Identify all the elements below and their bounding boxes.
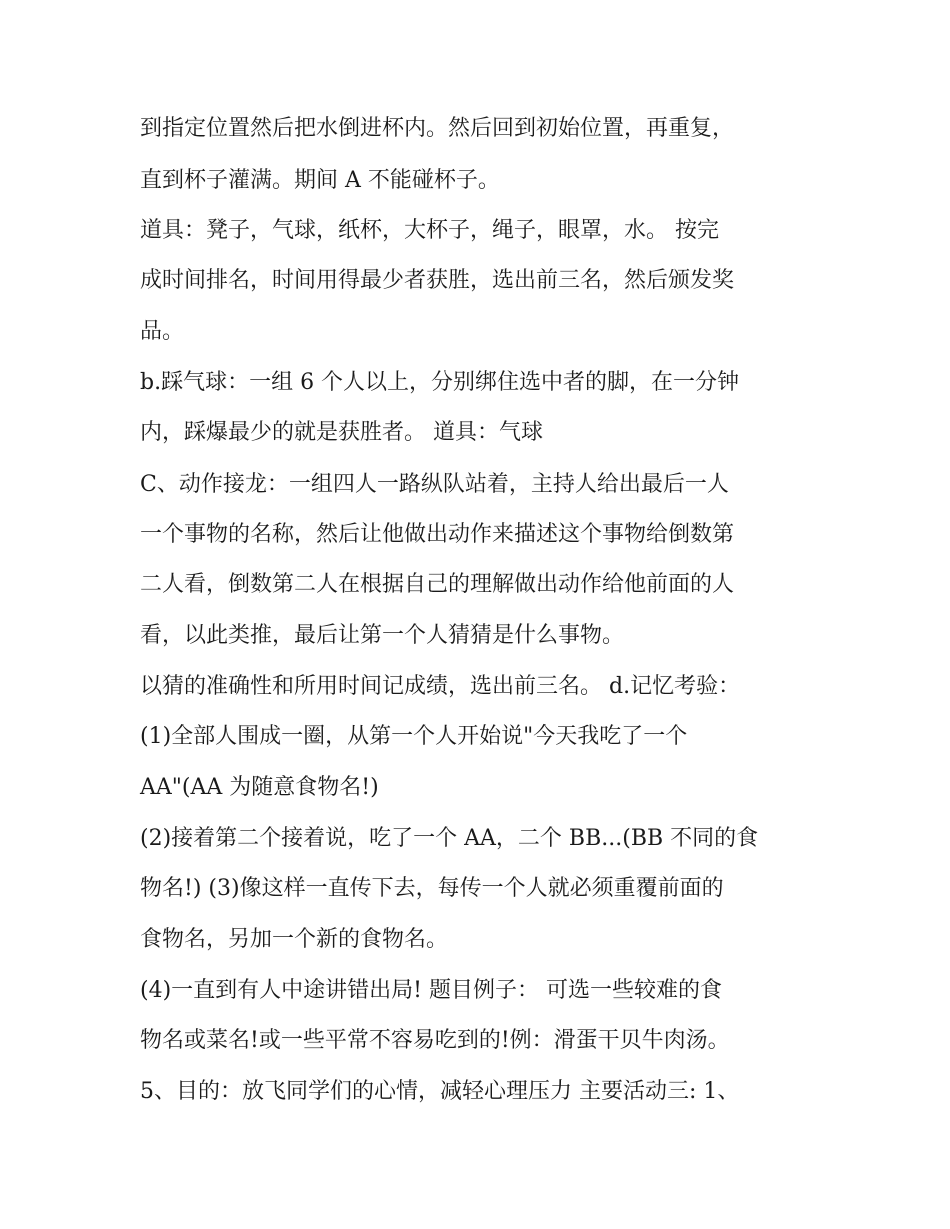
text-line: AA"(AA 为随意食物名!) xyxy=(140,775,379,800)
text-line: 一个事物的名称，然后让他做出动作来描述这个事物给倒数第 xyxy=(140,522,735,547)
text-line: 物名!) (3)像这样一直传下去，每传一个人就必须重覆前面的 xyxy=(140,876,724,901)
text-line: (2)接着第二个接着说，吃了一个 AA，二个 BB...(BB 不同的食 xyxy=(140,826,759,851)
text-line: 内，踩爆最少的就是获胜者。 道具：气球 xyxy=(140,420,543,445)
text-line: C、动作接龙：一组四人一路纵队站着，主持人给出最后一人 xyxy=(140,472,729,497)
text-line: 到指定位置然后把水倒进杯内。然后回到初始位置，再重复， xyxy=(140,116,735,141)
text-line: 食物名，另加一个新的食物名。 xyxy=(140,927,449,952)
text-line: 物名或菜名!或一些平常不容易吃到的!例：滑蛋干贝牛肉汤。 xyxy=(140,1028,730,1053)
text-line: 品。 xyxy=(140,319,185,344)
text-line: b.踩气球：一组 6 个人以上，分别绑住选中者的脚，在一分钟 xyxy=(140,370,740,395)
text-line: 5、目的：放飞同学们的心情，减轻心理压力 主要活动三: 1、 xyxy=(140,1079,740,1104)
text-line: 以猜的准确性和所用时间记成绩，选出前三名。 d.记忆考验： xyxy=(140,674,741,699)
text-line: 直到杯子灌满。期间 A 不能碰杯子。 xyxy=(140,168,500,193)
text-line: 二人看，倒数第二人在根据自己的理解做出动作给他前面的人 xyxy=(140,572,735,597)
text-line: 道具：凳子，气球，纸杯，大杯子，绳子，眼罩，水。 按完 xyxy=(140,218,719,243)
text-line: 成时间排名，时间用得最少者获胜，选出前三名，然后颁发奖 xyxy=(140,268,735,293)
text-line: (1)全部人围成一圈，从第一个人开始说"今天我吃了一个 xyxy=(140,724,688,749)
text-line: 看，以此类推，最后让第一个人猜猜是什么事物。 xyxy=(140,623,625,648)
text-line: (4)一直到有人中途讲错出局! 题目例子： 可选一些较难的食 xyxy=(140,978,722,1003)
